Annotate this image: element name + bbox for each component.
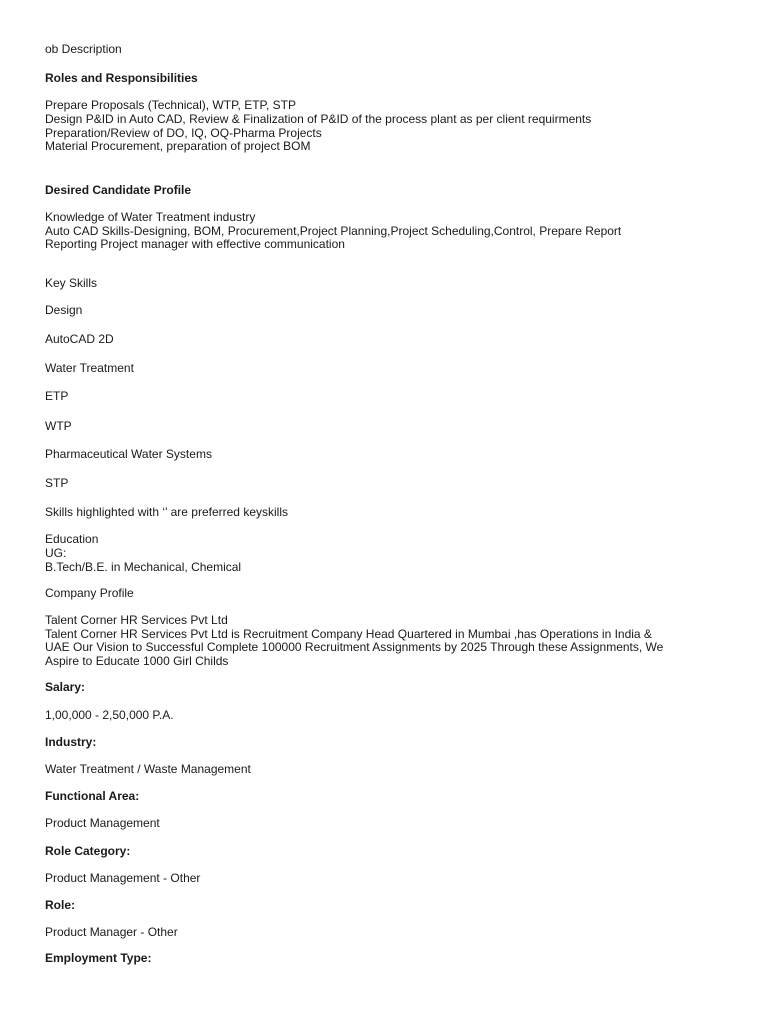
- role-label: Role:: [45, 898, 75, 912]
- role-category-value: Product Management - Other: [45, 871, 201, 885]
- employment-type-label: Employment Type:: [45, 951, 152, 965]
- roles-line: Preparation/Review of DO, IQ, OQ-Pharma Projects: [45, 126, 322, 140]
- key-skills-heading: Key Skills: [45, 276, 98, 290]
- roles-line: Material Procurement, preparation of project BOM: [45, 139, 311, 153]
- salary-label: Salary:: [45, 680, 86, 694]
- candidate-line: Reporting Project manager with effective communication: [45, 237, 345, 251]
- education-heading: Education: [45, 532, 99, 546]
- skills-note: Skills highlighted with ‘’ are preferred keyskills: [45, 505, 288, 519]
- candidate-line: Knowledge of Water Treatment industry: [45, 210, 256, 224]
- salary-value: 1,00,000 - 2,50,000 P.A.: [45, 708, 174, 722]
- roles-line: Prepare Proposals (Technical), WTP, ETP, STP: [45, 98, 296, 112]
- skill-item: STP: [45, 476, 69, 490]
- roles-heading: Roles and Responsibilities: [45, 71, 198, 85]
- candidate-line: Auto CAD Skills-Designing, BOM, Procurement,Project Planning,Project Scheduling,Control, Prepare Report: [45, 224, 622, 238]
- role-value: Product Manager - Other: [45, 925, 178, 939]
- skill-item: AutoCAD 2D: [45, 332, 114, 346]
- education-line: UG:: [45, 546, 67, 560]
- skill-item: ETP: [45, 389, 69, 403]
- company-line: UAE Our Vision to Successful Complete 100000 Recruitment Assignments by 2025 Through these Assignments, We: [45, 640, 664, 654]
- role-category-label: Role Category:: [45, 844, 131, 858]
- company-line: Aspire to Educate 1000 Girl Childs: [45, 654, 229, 668]
- document-title: ob Description: [45, 42, 122, 56]
- skill-item: Water Treatment: [45, 361, 134, 375]
- company-profile-heading: Company Profile: [45, 586, 134, 600]
- skill-item: Pharmaceutical Water Systems: [45, 447, 212, 461]
- company-line: Talent Corner HR Services Pvt Ltd: [45, 613, 228, 627]
- education-line: B.Tech/B.E. in Mechanical, Chemical: [45, 560, 242, 574]
- industry-value: Water Treatment / Waste Management: [45, 762, 251, 776]
- skill-item: WTP: [45, 419, 72, 433]
- roles-line: Design P&ID in Auto CAD, Review & Finalization of P&ID of the process plant as per client requirments: [45, 112, 592, 126]
- skill-item: Design: [45, 303, 83, 317]
- industry-label: Industry:: [45, 735, 97, 749]
- candidate-profile-heading: Desired Candidate Profile: [45, 183, 192, 197]
- functional-area-value: Product Management: [45, 816, 160, 830]
- company-line: Talent Corner HR Services Pvt Ltd is Recruitment Company Head Quartered in Mumbai ,has Operations in India &: [45, 627, 652, 641]
- functional-area-label: Functional Area:: [45, 789, 140, 803]
